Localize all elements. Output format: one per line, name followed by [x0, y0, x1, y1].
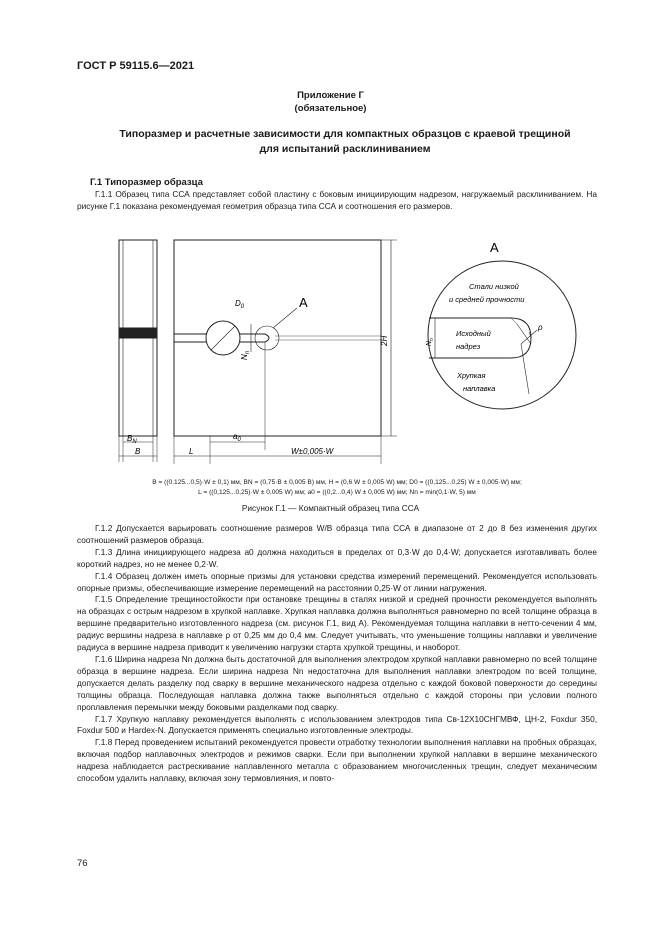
formula-line-2: L = ((0,125...0,25)·W ± 0,005 W) мм; a0 = ((0,2...0,4) W ± 0,005 W) мм; Nn = min(0,1·W, 5) мм: [198, 489, 476, 496]
main-title: [90, 127, 600, 157]
annex-status: (обязательное): [294, 103, 367, 114]
w-label: W±0,005·W: [291, 447, 334, 456]
detail-marker: [255, 326, 279, 350]
paragraph-1-7: Г.1.7 Хрупкую наплавку рекомендуется выполнять с использованием электродов типа Св-12Х10СНГМВФ, ЦН-2, Foxdur 350, Foxdur 500 и Hardex-N. Допускается применять специально изготовленные электроды.: [77, 713, 597, 736]
steel-label-2: и средней прочности: [449, 295, 525, 304]
l-label: L: [189, 447, 194, 456]
paragraph-1-3: Г.1.3 Длина инициирующего надреза a0 должна находиться в пределах от 0,3·W до 0,4·W; допускается изготавливать более короткий надрез, но не менее 0,2·W.: [77, 546, 597, 569]
rho-label: ρ: [538, 323, 543, 332]
nn-label: $N_n$: [240, 350, 251, 360]
a0-label: $a_0$: [233, 432, 241, 443]
steel-label-1: Стали низкой: [469, 282, 519, 291]
notch-label-1: Исходный: [456, 329, 491, 338]
view-a-marker: A: [299, 295, 308, 310]
detail-nn-label: $N_n$: [426, 338, 435, 346]
side-view: [119, 240, 157, 462]
d0-label: $D_0$: [235, 299, 245, 310]
bn-label: $B_N$: [127, 434, 137, 445]
front-view-outline: [174, 240, 381, 436]
main-title-line-2: для испытаний расклиниванием: [259, 143, 431, 155]
front-view: [174, 240, 397, 464]
formula-line-1: B = ((0.125...0,5)·W ± 0,1) мм, BN = (0,75·B ± 0,005 B) мм, H = (0,6 W ± 0,005·W) мм; D0 = ((0,125...0,25) W ± 0,005·W) мм;: [152, 479, 522, 486]
main-title-line-1: Типоразмер и расчетные зависимости для компактных образцов с краевой трещиной: [119, 128, 571, 140]
document-header: ГОСТ Р 59115.6—2021: [77, 60, 195, 72]
paragraph-1-6: Г.1.6 Ширина надреза Nn должна быть достаточной для выполнения электродом хрупкой наплавки равномерно по всей толщине образца в вершине надреза. Если ширина надреза Nn недостаточна для выполнения наплавки электродом по всей толщине, допускается делать разделку под сварку в вершине механического надреза отдельно с каждой боковой поверхности до середины толщины образца. Последующая наплавка должна также выполняться отдельно с каждой стороны при условии полного проплавления перемычки между боковыми разделками под сварку.: [77, 653, 597, 712]
formula-block: [77, 478, 597, 498]
b-label: B: [135, 447, 141, 456]
paragraph-1-8: Г.1.8 Перед проведением испытаний рекомендуется провести отработку технологии выполнения наплавки на пробных образцах, включая подбор наплавочных электродов и режимов сварки. Если при выполнении хрупкой наплавки в вершине механического надреза наблюдается растрескивание наплавленного металла с образованием многочисленных трещин, следует механическим способом удалить наплавку, включая зону термовлияния, и повто-: [77, 737, 597, 784]
body-paragraphs: [77, 523, 597, 785]
paragraph-text: Г.1.1 Образец типа ССА представляет собой пластину с боковым инициирующим надрезом, нагружаемый расклиниванием. На рисунке Г.1 показана рекомендуемая геометрия образца типа ССА и соотношения его размеров.: [77, 189, 597, 211]
figure-caption: Рисунок Г.1 — Компактный образец типа ССА: [241, 503, 420, 513]
page-number: 76: [77, 858, 88, 869]
paragraph-1-2: Г.1.2 Допускается варьировать соотношение размеров W/B образца типа ССА в диапазоне от 2 до 8 без изменения других соотношений размеров образца.: [77, 523, 597, 545]
notch-label-2: надрез: [456, 342, 481, 351]
section-heading: Г.1 Типоразмер образца: [90, 177, 203, 188]
detail-a-title: A: [490, 240, 499, 255]
paragraph-1-5: Г.1.5 Определение трещиностойкости при остановке трещины в сталях низкой и средней прочности рекомендуется выполнять на образцах с острым надрезом в хрупкой наплавке. Хрупкая наплавка должна выполняться равномерно по всей толщине образца в вершине предварительно изготовленного надреза (см. рисунок Г.1, вид А). Рекомендуемая толщина наплавки в нетто-сечении 4 мм, радиус вершины надреза в наплавке ρ от 0,25 мм до 0,4 мм. Следует учитывать, что уменьшение толщины наплавки и увеличение радиуса в вершине надреза приводит к увеличению нагрузки старта хрупкой трещины, и наоборот.: [77, 594, 597, 653]
side-groove: [119, 328, 157, 338]
specimen-figure: [85, 232, 585, 482]
paragraph-1-1: [77, 189, 597, 213]
weld-label-1: Хрупкая: [457, 371, 486, 380]
annex-title: Приложение Г: [297, 90, 364, 101]
paragraph-1-4: Г.1.4 Образец должен иметь опорные призмы для установки средства измерений перемещений. Рекомендуется использовать опорные призмы, обеспечивающие измерение перемещений на расстоянии 0,25·W от линии нагружения.: [77, 570, 597, 593]
two-h-label: 2H: [380, 335, 389, 346]
weld-label-2: наплавка: [463, 384, 496, 393]
